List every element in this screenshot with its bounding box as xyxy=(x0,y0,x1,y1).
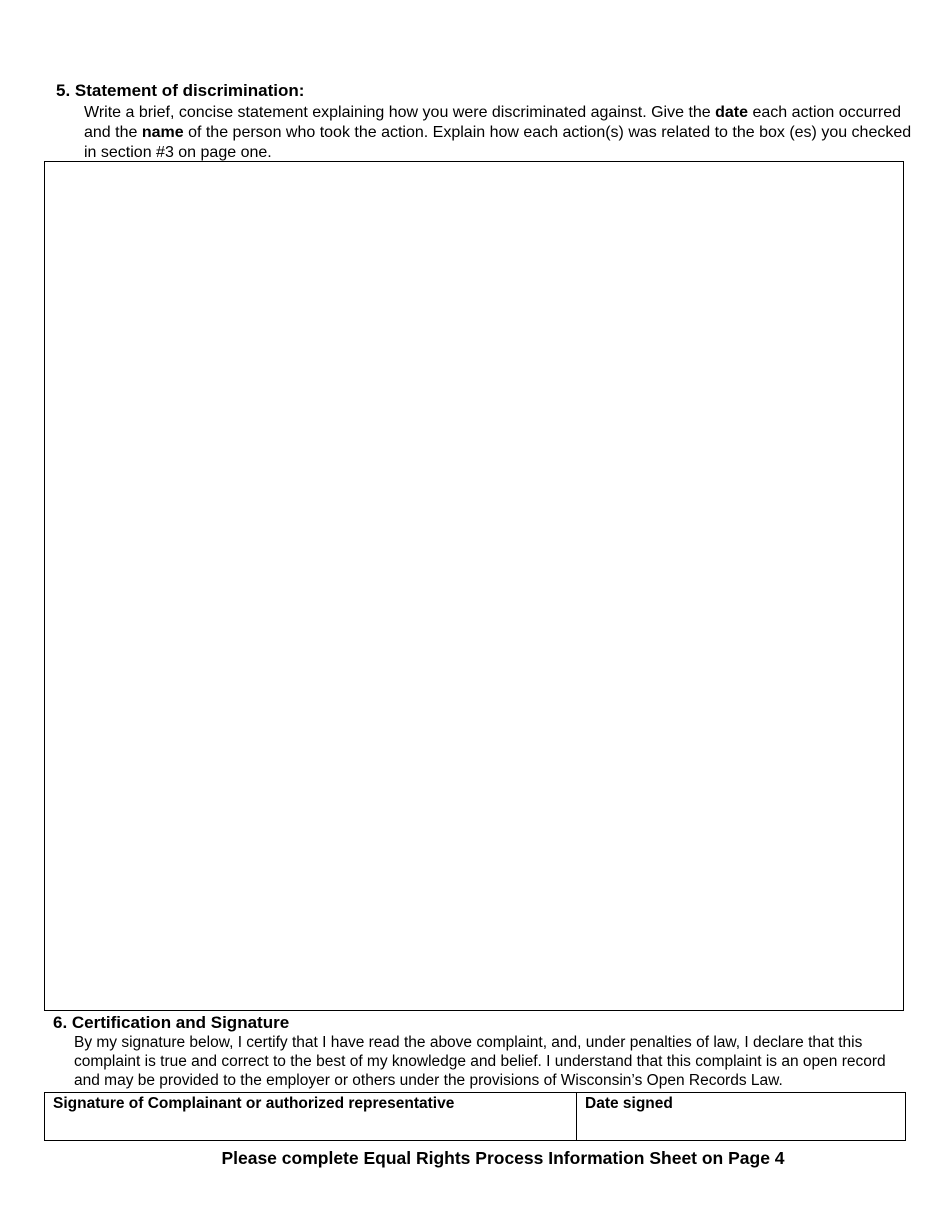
signature-field[interactable] xyxy=(45,1093,577,1140)
date-signed-label: Date signed xyxy=(585,1095,673,1112)
instructions-date-emphasis: date xyxy=(715,104,749,121)
instructions-text: each action occurred and the xyxy=(84,104,902,141)
date-signed-field[interactable] xyxy=(577,1093,905,1140)
instructions-text: of the person who took the action. Explain how each action(s) was related to the box (es) you checked in section #3 on page one. xyxy=(84,124,912,161)
signature-table xyxy=(44,1092,906,1141)
footer-note: Please complete Equal Rights Process Information Sheet on Page 4 xyxy=(221,1148,785,1168)
signature-label: Signature of Complainant or authorized representative xyxy=(53,1095,455,1112)
section-5-instructions xyxy=(84,103,914,163)
certification-text: By my signature below, I certify that I have read the above complaint, and, under penalties of law, I declare that this complaint is true and correct to the best of my knowledge and belief. I understand that this complaint is an open record and may be provided to the employer or others under the provisions of Wisconsin’s Open Records Law. xyxy=(74,1034,886,1089)
instructions-name-emphasis: name xyxy=(141,124,184,141)
section-5-title: 5. Statement of discrimination: xyxy=(56,81,305,100)
instructions-text: Write a brief, concise statement explaining how you were discriminated against. Give the xyxy=(84,104,716,121)
discrimination-statement-field[interactable] xyxy=(44,161,904,1011)
section-6-title: 6. Certification and Signature xyxy=(53,1013,290,1032)
